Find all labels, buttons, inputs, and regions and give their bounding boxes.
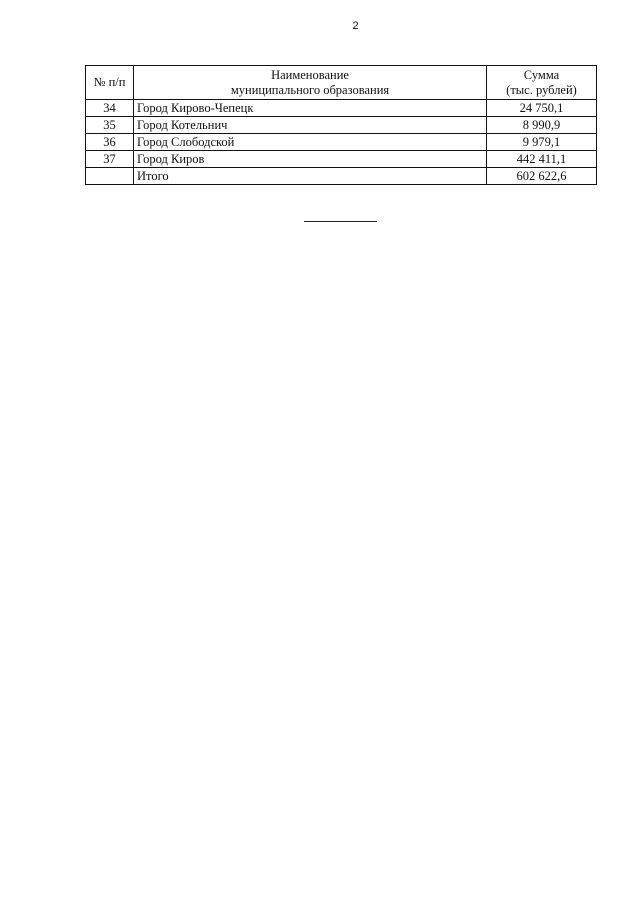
total-sum: 602 622,6 bbox=[487, 168, 597, 185]
row-name: Город Киров bbox=[134, 151, 487, 168]
header-name-line1: Наименование bbox=[271, 67, 349, 82]
table-header-row bbox=[86, 66, 597, 100]
row-number: 35 bbox=[86, 117, 134, 134]
row-name: Город Котельнич bbox=[134, 117, 487, 134]
total-label: Итого bbox=[134, 168, 487, 185]
table-row bbox=[86, 151, 597, 168]
table-row bbox=[86, 117, 597, 134]
total-number bbox=[86, 168, 134, 185]
total-row bbox=[86, 168, 597, 185]
row-sum: 442 411,1 bbox=[487, 151, 597, 168]
row-name: Город Кирово-Чепецк bbox=[134, 100, 487, 117]
row-sum: 9 979,1 bbox=[487, 134, 597, 151]
row-number: 37 bbox=[86, 151, 134, 168]
header-name-line2: муниципального образования bbox=[230, 82, 390, 97]
table-row bbox=[86, 134, 597, 151]
municipal-sums-table bbox=[85, 65, 597, 185]
table-row bbox=[86, 100, 597, 117]
row-sum: 24 750,1 bbox=[487, 100, 597, 117]
row-name: Город Слободской bbox=[134, 134, 487, 151]
row-sum: 8 990,9 bbox=[487, 117, 597, 134]
header-name bbox=[134, 66, 487, 100]
header-sum-line2: (тыс. рублей) bbox=[506, 82, 577, 97]
row-number: 34 bbox=[86, 100, 134, 117]
row-number: 36 bbox=[86, 134, 134, 151]
header-sum-line1: Сумма bbox=[523, 67, 560, 82]
page-number: 2 bbox=[352, 20, 359, 32]
separator-line bbox=[304, 221, 377, 222]
header-number: № п/п bbox=[86, 66, 134, 100]
header-sum bbox=[487, 66, 597, 100]
